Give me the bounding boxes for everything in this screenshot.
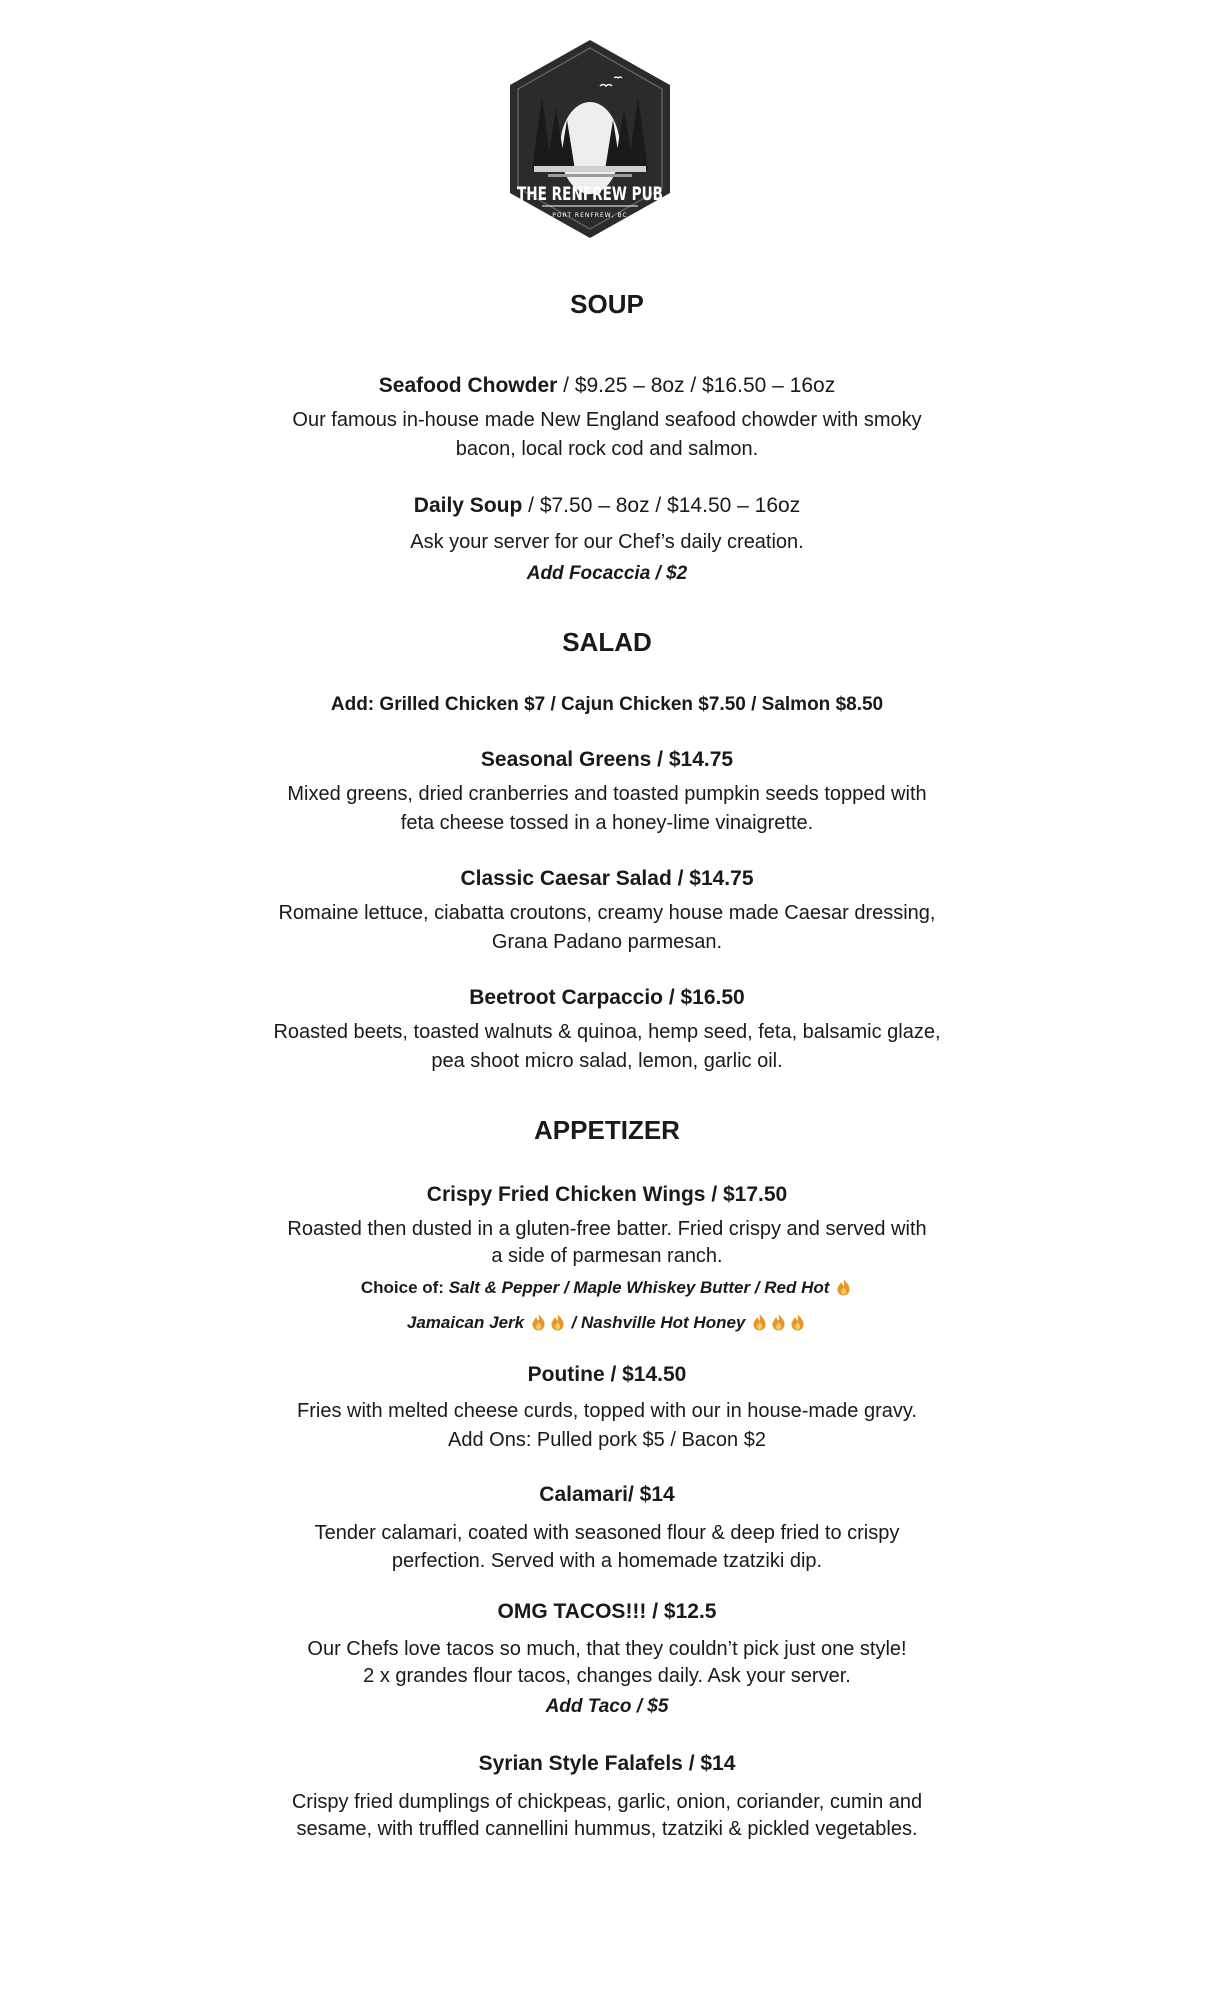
item-description: bacon, local rock cod and salmon. (455, 438, 759, 460)
item-description: Fries with melted cheese curds, topped with our in house-made gravy. (297, 1400, 917, 1422)
choice-label: Choice of: (360, 1278, 449, 1297)
item-description: Roasted beets, toasted walnuts & quinoa, hemp seed, feta, balsamic glaze, (273, 1021, 941, 1043)
item-description: Mixed greens, dried cranberries and toasted pumpkin seeds topped with (287, 783, 927, 805)
wing-flavour-choices-line1 (0, 1278, 1214, 1298)
item-title-daily-soup (0, 494, 1214, 518)
flame-icon (550, 1313, 565, 1331)
choice-flavours: Salt & Pepper / Maple Whiskey Butter / Red Hot (448, 1278, 830, 1297)
item-title-omg-tacos: OMG TACOS!!! / $12.5 (497, 1600, 717, 1623)
item-description: perfection. Served with a homemade tzatziki dip. (391, 1550, 823, 1572)
item-description: Grana Padano parmesan. (491, 931, 723, 953)
flame-icon (771, 1313, 786, 1331)
section-heading-salad: SALAD (562, 627, 652, 657)
item-title-poutine: Poutine / $14.50 (527, 1363, 687, 1386)
pub-logo (504, 38, 676, 244)
addon-taco: Add Taco / $5 (545, 1696, 669, 1717)
section-heading-appetizer: APPETIZER (534, 1115, 680, 1145)
item-description: feta cheese tossed in a honey-lime vinaigrette. (400, 812, 814, 834)
addon-focaccia: Add Focaccia / $2 (526, 563, 688, 584)
logo-location-text: PORT RENFREW, BC (552, 212, 628, 219)
salad-add-protein-line: Add: Grilled Chicken $7 / Cajun Chicken $7.50 / Salmon $8.50 (330, 694, 884, 715)
wing-flavour-choices-line2 (0, 1313, 1214, 1333)
item-title-chicken-wings: Crispy Fried Chicken Wings / $17.50 (426, 1183, 788, 1206)
flame-icon (531, 1313, 546, 1331)
item-title-seafood-chowder (0, 374, 1214, 398)
item-description: a side of parmesan ranch. (491, 1245, 723, 1267)
item-title-seasonal-greens: Seasonal Greens / $14.75 (480, 748, 734, 771)
choice-nashville-hot-honey: / Nashville Hot Honey (566, 1313, 746, 1332)
item-title-syrian-falafels: Syrian Style Falafels / $14 (478, 1752, 736, 1775)
flame-icon (790, 1313, 805, 1331)
item-description: Tender calamari, coated with seasoned flour & deep fried to crispy (314, 1522, 900, 1544)
choice-jamaican-jerk: Jamaican Jerk (406, 1313, 525, 1332)
item-title-calamari: Calamari/ $14 (539, 1483, 675, 1506)
item-name: Daily Soup (413, 494, 523, 517)
item-name: Seafood Chowder (378, 374, 558, 397)
item-description: 2 x grandes flour tacos, changes daily. Ask your server. (363, 1665, 851, 1687)
item-description: Crispy fried dumplings of chickpeas, garlic, onion, coriander, cumin and (291, 1791, 923, 1813)
flame-icon (752, 1313, 767, 1331)
item-description: Add Ons: Pulled pork $5 / Bacon $2 (448, 1429, 766, 1451)
item-title-classic-caesar: Classic Caesar Salad / $14.75 (460, 867, 754, 890)
item-description: pea shoot micro salad, lemon, garlic oil. (431, 1050, 783, 1072)
item-description: Our Chefs love tacos so much, that they couldn’t pick just one style! (307, 1638, 907, 1660)
flame-icon (836, 1278, 851, 1296)
item-price: / $7.50 – 8oz / $14.50 – 16oz (522, 494, 801, 517)
item-title-beetroot-carpaccio: Beetroot Carpaccio / $16.50 (469, 986, 745, 1009)
item-price: / $9.25 – 8oz / $16.50 – 16oz (557, 374, 836, 397)
item-description: Ask your server for our Chef’s daily creation. (410, 531, 804, 553)
item-description: Romaine lettuce, ciabatta croutons, creamy house made Caesar dressing, (278, 902, 936, 924)
item-description: Our famous in-house made New England seafood chowder with smoky (292, 409, 922, 431)
logo-brand-text: THE RENFREW PUB (517, 183, 663, 205)
section-heading-soup: SOUP (570, 289, 644, 319)
item-description: sesame, with truffled cannellini hummus, tzatziki & pickled vegetables. (296, 1818, 918, 1840)
item-description: Roasted then dusted in a gluten-free batter. Fried crispy and served with (287, 1218, 927, 1240)
